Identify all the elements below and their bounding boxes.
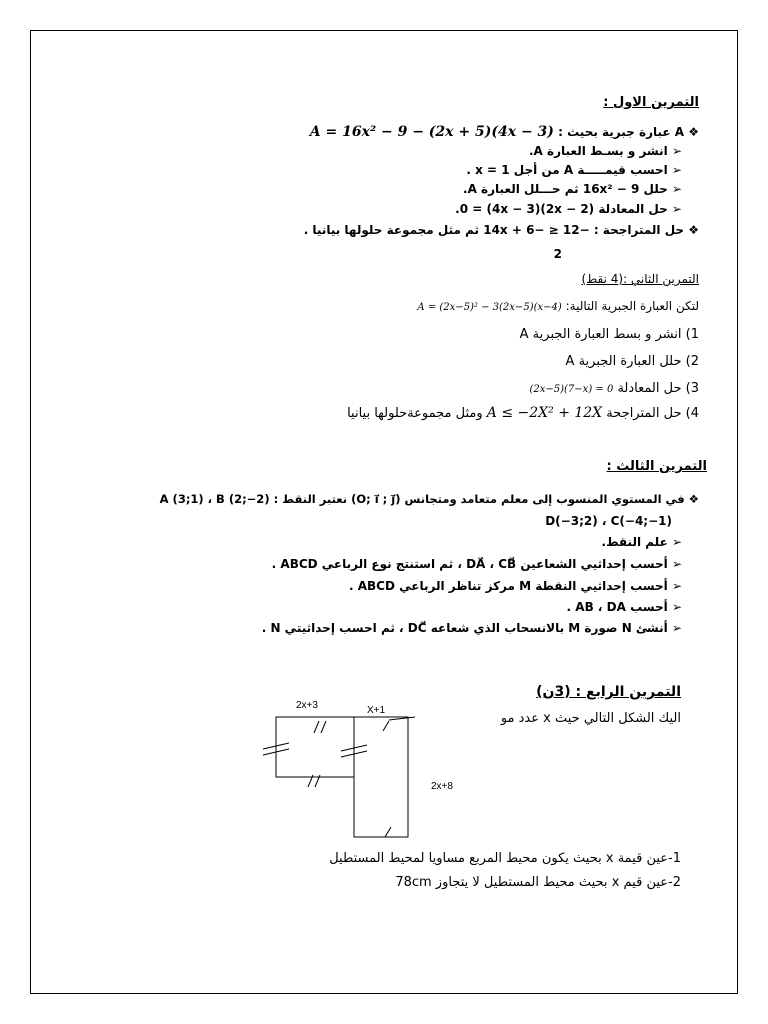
exercise-2-question-1: 1) انشر و بسط العبارة الجبرية A	[519, 327, 699, 342]
exercise-2-title: التمرين الثاني :(4 نقط)	[581, 272, 699, 286]
exercise-4-intro: اليك الشكل التالي حيث x عدد مو	[500, 711, 681, 726]
exercise-2-question-2: 2) حلل العبارة الجبرية A	[565, 354, 699, 369]
exercise-3-line-4: ➢ أحسب إحداثيي الشعاعين DA⃗ ، CB⃗ ، ثم استنتج نوع الرباعي ABCD .	[271, 557, 682, 571]
square-shape	[276, 717, 354, 777]
exercise-1-line-4: ➢ حلل 16x² − 9 ثم حـــلل العبارة A.	[463, 182, 682, 196]
rectangle-length-label: 2x+8	[431, 781, 453, 792]
rectangle-shape	[354, 717, 408, 837]
stray-number: 2	[553, 247, 562, 261]
exercise-3-line-6: ➢ أحسب AB ، DA .	[566, 600, 682, 614]
exercise-2-question-4-tail: ومثل مجموعةحلولها بيانيا	[347, 406, 483, 421]
exercise-3-title: التمرين الثالث :	[606, 459, 707, 474]
exercise-1-line-2: ➢ انشر و بسـط العبارة A.	[528, 144, 682, 158]
exercise-2-question-3-text: 3) حل المعادلة	[617, 381, 699, 396]
exercise-1-line-1-text: ❖ A عبارة جبرية بحيث :	[558, 125, 699, 139]
exercise-2-inequality: A ≤ −2X² + 12X	[486, 405, 603, 421]
exercise-1-line-3: ➢ احسب قيمـــــة A من أجل x = 1 .	[466, 163, 682, 177]
exercise-4-title: التمرين الرابع : (3ن)	[536, 684, 681, 700]
square-side-label: 2x+3	[296, 700, 318, 711]
exercise-2-intro-text: لتكن العبارة الجبرية التالية:	[565, 299, 699, 313]
exercise-4-question-2: 2-عين قيم x بحيث محيط المستطيل لا يتجاوز 78cm	[395, 875, 681, 890]
exercise-4-question-1: 1-عين قيمة x بحيث يكون محيط المربع مساويا لمحيط المستطيل	[329, 851, 681, 866]
exercise-2-equation: (2x−5)(7−x) = 0	[529, 384, 614, 395]
exercise-1-line-5: ➢ حل المعادلة (2x − 2)(4x − 3) = 0.	[455, 202, 682, 216]
rectangle-width-label: X+1	[367, 705, 386, 716]
exercise-1-title: التمرين الاول :	[603, 95, 699, 110]
exercise-3-line-5: ➢ أحسب إحداثيي النقطة M مركز تناظر الرباعي ABCD .	[349, 579, 682, 593]
exercise-1-expression-a: A = 16x² − 9 − (2x + 5)(4x − 3)	[309, 124, 554, 140]
exercise-2-question-4-text: 4) حل المتراجحة	[606, 406, 699, 421]
exercise-3-line-7: ➢ أنشئ N صورة M بالانسحاب الذي شعاعه DC⃗ ، ثم احسب إحداثيتي N .	[261, 621, 682, 635]
exercise-3-line-2: D(−3;2) ، C(−4;−1)	[545, 514, 672, 528]
exercise-3-line-1: ❖ في المستوي المنسوب إلى معلم متعامد ومتجانس (O; i⃗ ; j⃗) نعتبر النقط : A (3;1) ، B (2;−2)	[159, 492, 699, 506]
exercise-3-line-3: ➢ علم النقط.	[601, 535, 682, 549]
exercise-1-line-6: ❖ حل المتراجحة : −12 ≤ −14x + 6 ثم مثل مجموعة حلولها بيانيا .	[303, 223, 699, 237]
document-page	[30, 30, 738, 994]
exercise-2-expression-a: A = (2x−5)² − 3(2x−5)(x−4)	[417, 302, 562, 313]
geometry-figure	[31, 31, 737, 993]
